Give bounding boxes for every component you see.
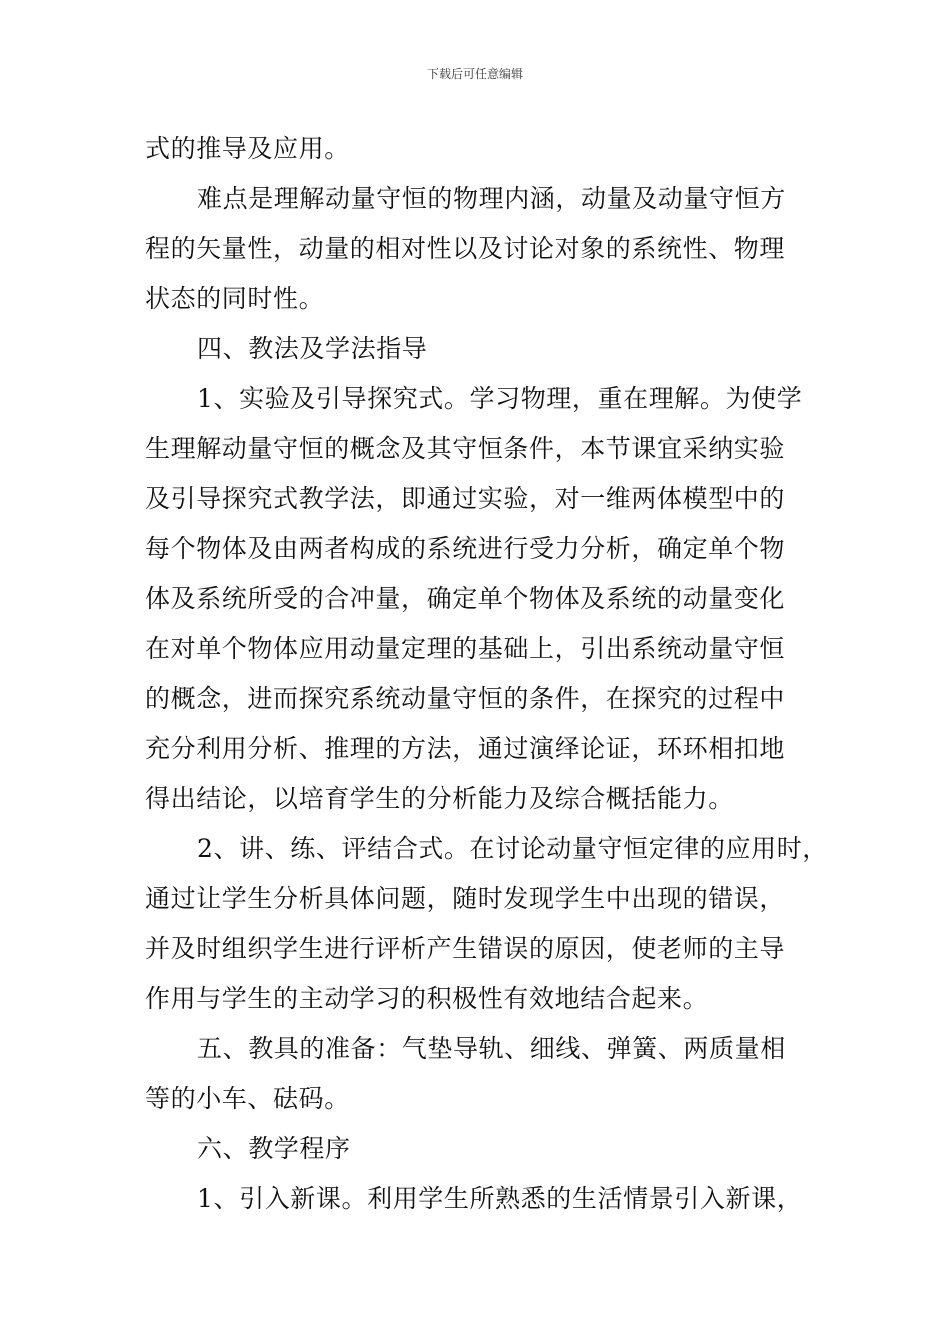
page-header: 下载后可任意编辑 [426, 67, 523, 81]
text-line: 1、实验及引导探究式。学习物理，重在理解。为使学 [197, 384, 803, 413]
text-line: 式的推导及应用。 [145, 134, 350, 163]
section-heading: 五、教具的准备：气垫导轨、细线、弹簧、两质量相 [197, 1034, 786, 1063]
text-line: 难点是理解动量守恒的物理内涵，动量及动量守恒方 [197, 184, 786, 213]
text-line: 程的矢量性，动量的相对性以及讨论对象的系统性、物理 [145, 234, 786, 263]
section-heading: 四、教法及学法指导 [197, 334, 428, 363]
text-line: 体及系统所受的合冲量，确定单个物体及系统的动量变化 [145, 584, 786, 613]
section-heading: 六、教学程序 [197, 1134, 351, 1163]
text-line: 的概念，进而探究系统动量守恒的条件，在探究的过程中 [145, 684, 786, 713]
text-line: 作用与学生的主动学习的积极性有效地结合起来。 [145, 984, 709, 1013]
text-line: 充分利用分析、推理的方法，通过演绎论证，环环相扣地 [145, 734, 786, 763]
text-line: 并及时组织学生进行评析产生错误的原因，使老师的主导 [145, 934, 786, 963]
text-line: 生理解动量守恒的概念及其守恒条件，本节课宜采纳实验 [145, 434, 786, 463]
text-line: 在对单个物体应用动量定理的基础上，引出系统动量守恒 [145, 634, 786, 663]
text-line: 2、讲、练、评结合式。在讨论动量守恒定律的应用时， [197, 834, 828, 863]
text-line: 及引导探究式教学法，即通过实验，对一维两体模型中的 [145, 484, 786, 513]
text-line: 1、引入新课。利用学生所熟悉的生活情景引入新课， [197, 1184, 803, 1213]
text-line: 每个物体及由两者构成的系统进行受力分析，确定单个物 [145, 534, 786, 563]
text-line: 等的小车、砝码。 [145, 1084, 350, 1113]
text-line: 通过让学生分析具体问题，随时发现学生中出现的错误， [145, 884, 786, 913]
text-line: 得出结论，以培育学生的分析能力及综合概括能力。 [145, 784, 734, 813]
text-line: 状态的同时性。 [145, 284, 325, 313]
